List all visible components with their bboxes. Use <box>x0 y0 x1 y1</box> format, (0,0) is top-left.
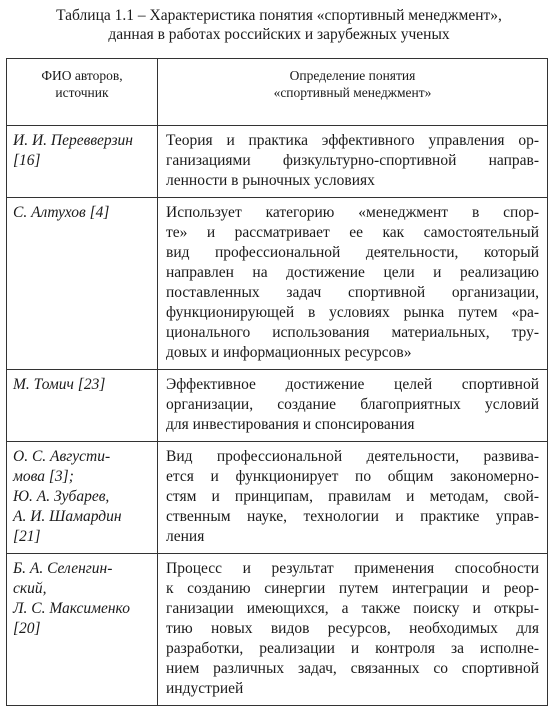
header-authors-line-1: ФИО авторов, <box>41 68 123 83</box>
definition-line: тию новых видов ресурсов, необходимых для <box>166 620 539 637</box>
table-row <box>7 554 548 706</box>
author-cell <box>7 370 158 442</box>
author-line: ский, <box>13 580 47 597</box>
definition-line: для инвестирования и спонсирования <box>166 416 415 433</box>
caption-line-2: данная в работах российских и зарубежных ученых <box>108 26 450 43</box>
definition-line: ственным науке, технологии и практике управ- <box>166 508 539 525</box>
definition-line: нием различных задач, связанных со спортивной <box>166 660 539 677</box>
definition-line: направлен на достижение цели и реализацию <box>166 264 539 281</box>
table-body <box>7 126 548 706</box>
definition-line: ганизациями физкультурно-спортивной направ- <box>166 152 539 169</box>
definition-line: функционирующей в условиях рынка путем «ра- <box>166 304 539 321</box>
header-definition <box>158 59 548 126</box>
author-line: М. Томич [23] <box>13 376 106 393</box>
table-row <box>7 126 548 198</box>
author-cell <box>7 198 158 370</box>
author-line: С. Алтухов [4] <box>13 204 110 221</box>
definition-line: Использует категорию «менеджмент в спор- <box>166 204 539 221</box>
definition-line: ется и функционирует по общим закономерно- <box>166 468 539 485</box>
table-row <box>7 198 548 370</box>
author-line: [20] <box>13 620 41 637</box>
definition-line: Теория и практика эффективного управления ор- <box>166 132 539 149</box>
definition-line: Вид профессиональной деятельности, развива- <box>166 448 539 465</box>
author-cell <box>7 442 158 554</box>
definition-line: Процесс и результат применения способности <box>166 560 539 577</box>
author-line: Ю. А. Зубарев, <box>13 488 110 505</box>
author-line: А. И. Шамардин <box>13 508 122 525</box>
definition-line: индустрией <box>166 680 244 697</box>
table-caption <box>0 6 558 44</box>
author-cell <box>7 554 158 706</box>
definition-line: стям и принципам, правилам и методам, свой- <box>166 488 539 505</box>
header-authors <box>7 59 158 126</box>
caption-line-1: Таблица 1.1 – Характеристика понятия «спортивный менеджмент», <box>56 7 502 24</box>
definition-line: к созданию синергии путем интеграции и реор- <box>166 580 539 597</box>
definition-cell <box>158 554 548 706</box>
definition-line: ционального использования материальных, тру- <box>166 324 539 341</box>
definition-cell <box>158 370 548 442</box>
header-definition-line-1: Определение понятия <box>289 68 416 83</box>
definition-cell <box>158 198 548 370</box>
author-line: мова [3]; <box>13 468 74 485</box>
definition-line: поставленных задач спортивной организации, <box>166 284 539 301</box>
definition-line: те» и рассматривает ее как самостоятельный <box>166 224 539 241</box>
table-header-row <box>7 59 548 126</box>
definition-line: Эффективное достижение целей спортивной <box>166 376 539 393</box>
author-cell <box>7 126 158 198</box>
definition-line: ганизации имеющихся, а также поиску и откры- <box>166 600 539 617</box>
author-line: [21] <box>13 528 41 545</box>
header-definition-line-2: «спортивный менеджмент» <box>273 85 432 100</box>
author-line: И. И. Перевверзин <box>13 132 133 149</box>
author-line: [16] <box>13 152 41 169</box>
header-authors-line-2: источник <box>55 85 109 100</box>
table-row <box>7 370 548 442</box>
table-row <box>7 442 548 554</box>
definition-cell <box>158 442 548 554</box>
definitions-table <box>6 58 548 706</box>
definition-line: ленности в рыночных условиях <box>166 172 375 189</box>
definition-line: довых и информационных ресурсов» <box>166 344 412 361</box>
author-line: Л. С. Максименко <box>13 600 130 617</box>
definition-cell <box>158 126 548 198</box>
definition-line: ления <box>166 528 205 545</box>
author-line: О. С. Августи- <box>13 448 111 465</box>
definition-line: организации, создание благоприятных условий <box>166 396 539 413</box>
author-line: Б. А. Селенгин- <box>13 560 113 577</box>
definition-line: вид профессиональной деятельности, который <box>166 244 539 261</box>
definition-line: разработки, реализации и контроля за исполне- <box>166 640 539 657</box>
